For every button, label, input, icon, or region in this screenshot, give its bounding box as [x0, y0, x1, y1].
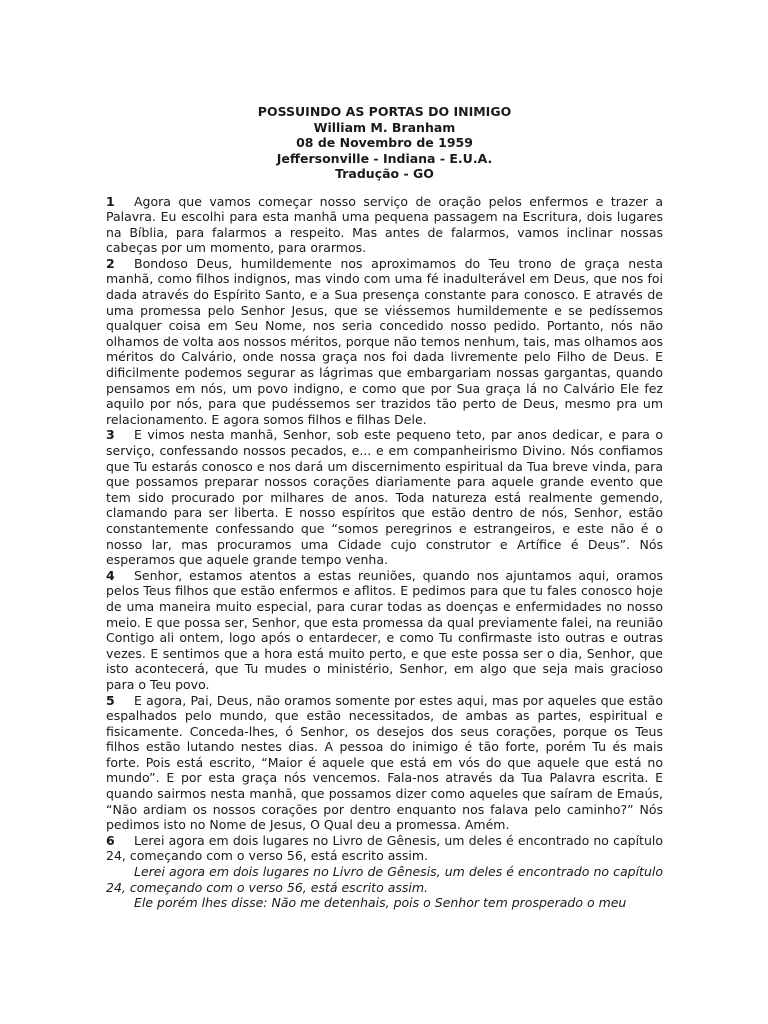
document-title: POSSUINDO AS PORTAS DO INIMIGO [257, 104, 512, 119]
document-place: Jeffersonville - Indiana - E.U.A. [276, 150, 493, 166]
paragraph-5 [106, 693, 663, 833]
paragraph-text: Bondoso Deus, humildemente nos aproximamos do Teu trono de graça nesta manhã, como filhos indignos, mas vindo com uma fé inadulterável em Deus, que nos foi dada através do Espírito Santo, e a Sua presença constante para conosco. E através de uma promessa pelo Senhor Jesus, que se viéssemos humildemente e se pedíssemos qualquer coisa em Seu Nome, nos seria concedido nosso pedido. Portanto, nós não olhamos de volta aos nossos méritos, porque não temos nenhum, tais, mas olhamos aos méritos do Calvário, onde nossa graça nos foi dada livremente pelo Filho de Deus. E dificilmente podemos segurar as lágrimas que embargariam nossas gargantas, quando pensamos em nós, um povo indigno, e como que por Sua graça lá no Calvário Ele fez aquilo por nós, para que pudéssemos ser trazidos tão perto de Deus, mesmo pra um relacionamento. E agora somos filhos e filhas Dele. [106, 255, 663, 427]
paragraph-number: 4 [106, 567, 115, 583]
paragraph-text: E vimos nesta manhã, Senhor, sob este pequeno teto, par anos dedicar, e para o serviço, confessando nossos pecados, e... e em companheirismo Divino. Nós confiamos que Tu estarás conosco e nos dará um discernimento espiritual da Tua breve vinda, para que possamos preparar nossos corações diariamente para aquele grande evento que tem sido procurado por milhares de anos. Toda natureza está realmente gemendo, clamando para ser liberta. E nosso espíritos que estão dentro de nós, Senhor, estão constantemente confessando que “somos peregrinos e estrangeiros, e este não é o nosso lar, mas procuramos uma Cidade cujo construtor e Artífice é Deus”. Nós esperamos que aquele grande tempo venha. [106, 427, 663, 568]
scripture-quote-2: Ele porém lhes disse: Não me detenhais, pois o Senhor tem prosperado o meu [134, 895, 627, 911]
paragraph-text: Agora que vamos começar nosso serviço de oração pelos enfermos e trazer a Palavra. Eu escolhi para esta manhã uma pequena passagem na Escritura, dois lugares na Bíblia, para falarmos a respeito. Mas antes de falarmos, vamos inclinar nossas cabeças por um momento, para orarmos. [106, 193, 663, 256]
paragraph-3 [106, 427, 663, 567]
paragraph-number: 6 [106, 832, 115, 848]
document-page [106, 104, 663, 911]
paragraph-1 [106, 194, 663, 256]
document-translation: Tradução - GO [335, 166, 434, 181]
paragraph-number: 3 [106, 427, 115, 443]
document-date: 08 de Novembro de 1959 [296, 135, 473, 150]
paragraph-4 [106, 568, 663, 693]
paragraph-number: 2 [106, 255, 115, 271]
paragraph-text: Lerei agora em dois lugares no Livro de Gênesis, um deles é encontrado no capítulo 24, começando com o verso 56, está escrito assim. [106, 832, 663, 864]
paragraph-6 [106, 833, 663, 864]
paragraph-text: E agora, Pai, Deus, não oramos somente por estes aqui, mas por aqueles que estão espalhados pelo mundo, que estão necessitados, de ambas as partes, espiritual e fisicamente. Conceda-lhes, ó Senhor, os desejos dos seus corações, porque os Teus filhos estão lutando nestes dias. A pessoa do inimigo é tão forte, porém Tu és mais forte. Pois está escrito, “Maior é aquele que está em vós do que aquele que está no mundo”. E por esta graça nós vencemos. Fala-nos através da Tua Palavra escrita. E quando sairmos nesta manhã, que possamos dizer como aqueles que saíram de Emaús, “Não ardiam os nossos corações por dentro enquanto nos falava pelo caminho?” Nós pedimos isto no Nome de Jesus, O Qual deu a promessa. Amém. [106, 692, 663, 833]
paragraph-number: 1 [106, 193, 115, 209]
paragraph-2 [106, 256, 663, 428]
document-heading [106, 104, 663, 182]
paragraph-number: 5 [106, 692, 115, 708]
scripture-quote-1: Lerei agora em dois lugares no Livro de Gênesis, um deles é encontrado no capítulo 24, começando com o verso 56, está escrito assim. [106, 864, 663, 895]
paragraph-text: Senhor, estamos atentos a estas reuniões, quando nos ajuntamos aqui, oramos pelos Teus filhos que estão enfermos e aflitos. E pedimos para que tu fales conosco hoje de uma maneira muito especial, para curar todas as doenças e enfermidades no nosso meio. E que possa ser, Senhor, que esta promessa da qual previamente falei, na reunião Contigo ali ontem, logo após o entardecer, e como Tu confirmaste isto outras e outras vezes. E sentimos que a hora está muito perto, e que este possa ser o dia, Senhor, que isto acontecerá, que Tu mudes o ministério, Senhor, em algo que seja mais gracioso para o Teu povo. [106, 567, 663, 692]
document-author: William M. Branham [313, 119, 456, 135]
